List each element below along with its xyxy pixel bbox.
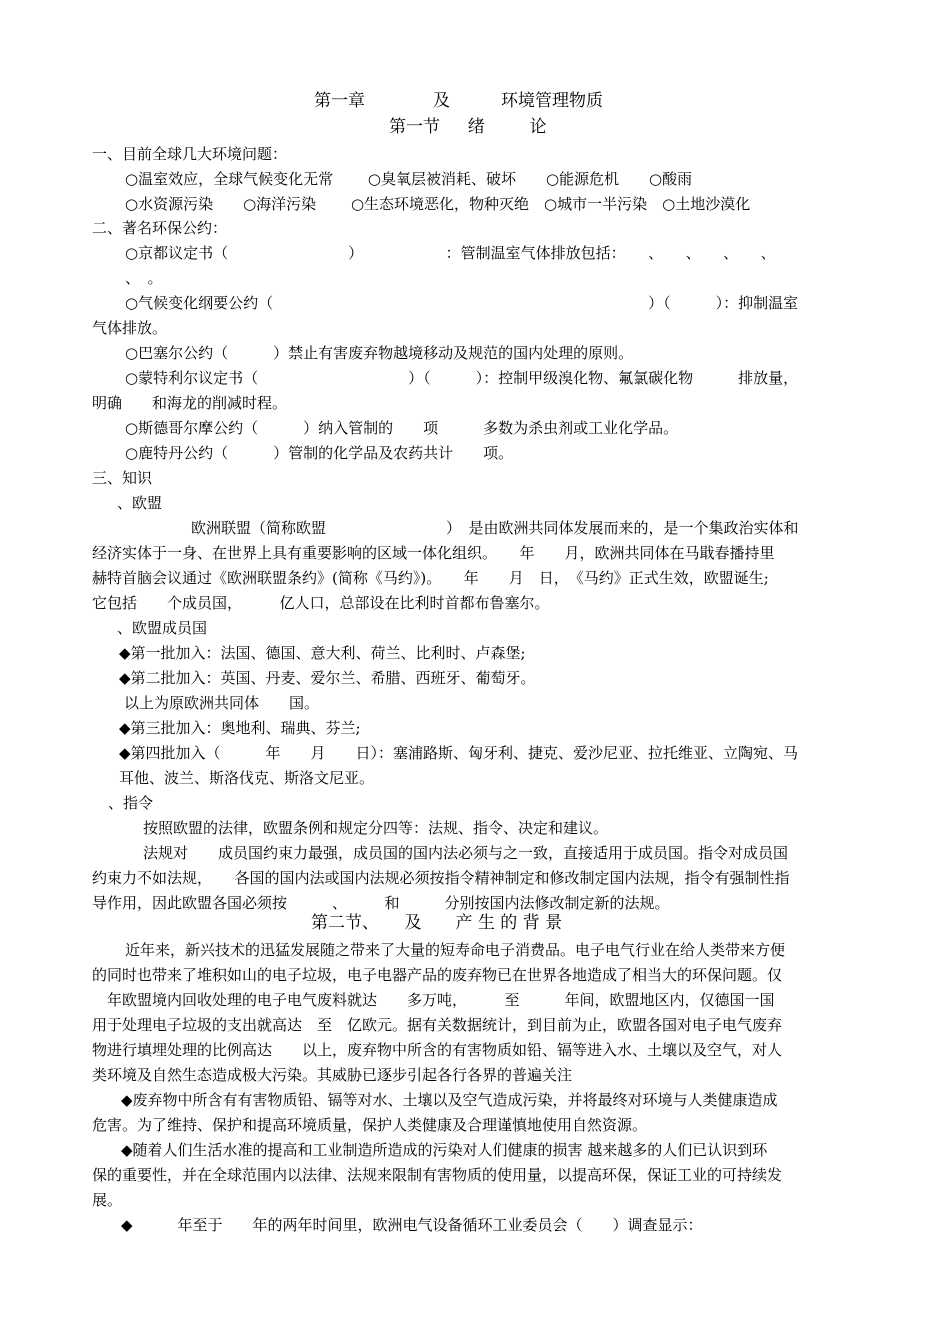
background-para-1-line-1: 近年来，新兴技术的迅猛发展随之带来了大量的短寿命电子消费品。电子电气行业在给人类带来方便 <box>125 941 786 959</box>
directive-heading: 、指令 <box>108 794 154 812</box>
background-para-1-line-6: 类环境及自然生态造成极大污染。其威胁已逐步引起各行各界的普遍关注 <box>92 1066 573 1084</box>
background-para-3-line-3: 展。 <box>92 1191 123 1209</box>
section-1-title: 第一节 绪 论 <box>389 117 547 137</box>
background-para-1-line-5: 物进行填埋处理的比例高达 以上，废弃物中所含的有害物质如铅、镉等进入水、土壤以及空气，对人 <box>92 1041 783 1059</box>
directive-para-2-line-1: 法规对 成员国约束力最强，成员国的国内法必须与之一致，直接适用于成员国。指令对成员国 <box>143 844 789 862</box>
chapter-title: 第一章 及 环境管理物质 <box>314 91 603 111</box>
eu-heading: 、欧盟 <box>117 494 163 512</box>
background-para-1-line-3: 年欧盟境内回收处理的电子电气废料就达 多万吨， 至 年间，欧盟地区内，仅德国一国 <box>92 991 775 1009</box>
kyoto-line-1: ○京都议定书（ ） ：管制温室气体排放包括： 、 、 、 、 <box>125 244 776 262</box>
montreal-line-2: 明确 和海龙的削减时程。 <box>92 394 288 412</box>
directive-para-1: 按照欧盟的法律，欧盟条例和规定分四等：法规、指令、决定和建议。 <box>143 819 609 837</box>
ec-note-line: 以上为原欧洲共同体 国。 <box>124 694 320 712</box>
background-para-1-line-2: 的同时也带来了堆积如山的电子垃圾，电子电器产品的废弃物已在世界各地造成了相当大的环保问题。仅 <box>92 966 783 984</box>
eu-para-line-2: 经济实体于一身、在世界上具有重要影响的区域一体化组织。 年 月，欧洲共同体在马戢春播持里 <box>92 544 775 562</box>
batch-4-line-2: 耳他、波兰、斯洛伐克、斯洛文尼亚。 <box>119 769 375 787</box>
eu-para-line-4: 它包括 个成员国， 亿人口，总部设在比利时首都布鲁塞尔。 <box>92 594 550 612</box>
heading-knowledge: 三、知识 <box>92 469 153 487</box>
background-para-1-line-4: 用于处理电子垃圾的支出就高达 至 亿欧元。据有关数据统计，到目前为止，欧盟各国对电子电气废弃 <box>92 1016 783 1034</box>
background-para-4: ◆ 年至于 年的两年时间里，欧洲电气设备循环工业委员会（ ）调查显示： <box>121 1216 703 1234</box>
rotterdam-line: ○鹿特丹公约（ ）管制的化学品及农药共计 项。 <box>125 444 514 462</box>
heading-environment-issues: 一、目前全球几大环境问题： <box>92 145 288 163</box>
eu-para-line-3: 赫特首脑会议通过《欧洲联盟条约》(简称《马约》)。 年 月 日， 《马约》正式生效，欧盟诞生; <box>92 569 769 587</box>
basel-line: ○巴塞尔公约（ ）禁止有害废弃物越境移动及规范的国内处理的原则。 <box>125 344 634 362</box>
directive-para-2-line-2: 约束力不如法规， 各国的国内法或国内法规必须按指令精神制定和修改制定国内法规，指令有强制性指 <box>92 869 790 887</box>
unfccc-line-1: ○气候变化纲要公约（ ）（ ）：抑制温室 <box>125 294 799 312</box>
batch-2-line: ◆第二批加入：英国、丹麦、爱尔兰、希腊、西班牙、葡萄牙。 <box>119 669 536 687</box>
background-para-2-line-2: 危害。为了维持、保护和提高环境质量，保护人类健康及合理谨慎地使用自然资源。 <box>92 1116 648 1134</box>
section-2-title: 第二节、 及 产 生 的 背 景 <box>311 913 563 933</box>
kyoto-line-2: 、 。 <box>125 269 163 287</box>
background-para-3-line-2: 保的重要性，并在全球范围内以法律、法规来限制有害物质的使用量，以提高环保，保证工业的可持续发 <box>92 1166 783 1184</box>
stockholm-line: ○斯德哥尔摩公约（ ）纳入管制的 项 多数为杀虫剂或工业化学品。 <box>125 419 679 437</box>
eu-para-line-1: 欧洲联盟（简称欧盟 ） 是由欧洲共同体发展而来的，是一个集政治实体和 <box>191 519 799 537</box>
issues-row-1: ○温室效应，全球气候变化无常 ○臭氧层被消耗、破坏 ○能源危机 ○酸雨 <box>125 170 693 188</box>
montreal-line-1: ○蒙特利尔议定书（ ）（ ）：控制甲级溴化物、氟氯碳化物 排放量， <box>125 369 799 387</box>
heading-conventions: 二、著名环保公约： <box>92 219 228 237</box>
unfccc-line-2: 气体排放。 <box>92 319 168 337</box>
eu-members-heading: 、欧盟成员国 <box>117 619 208 637</box>
batch-3-line: ◆第三批加入：奥地利、瑞典、芬兰; <box>119 719 361 737</box>
batch-1-line: ◆第一批加入：法国、德国、意大利、荷兰、比利时、卢森堡; <box>119 644 526 662</box>
batch-4-line-1: ◆第四批加入（ 年 月 日）：塞浦路斯、匈牙利、捷克、爱沙尼亚、拉托维亚、立陶宛、马 <box>119 744 799 762</box>
background-para-3-line-1: ◆随着人们生活水准的提高和工业制造所造成的污染对人们健康的损害 越来越多的人们已认识到环 <box>121 1141 768 1159</box>
issues-row-2: ○水资源污染 ○海洋污染 ○生态环境恶化，物种灭绝 ○城市一半污染 ○土地沙漠化 <box>125 195 751 213</box>
directive-para-2-line-3: 导作用，因此欧盟各国必须按 、 和 分别按国内法修改制定新的法规。 <box>92 894 670 912</box>
background-para-2-line-1: ◆废弃物中所含有有害物质铅、镉等对水、土壤以及空气造成污染，并将最终对环境与人类健康造成 <box>121 1091 778 1109</box>
